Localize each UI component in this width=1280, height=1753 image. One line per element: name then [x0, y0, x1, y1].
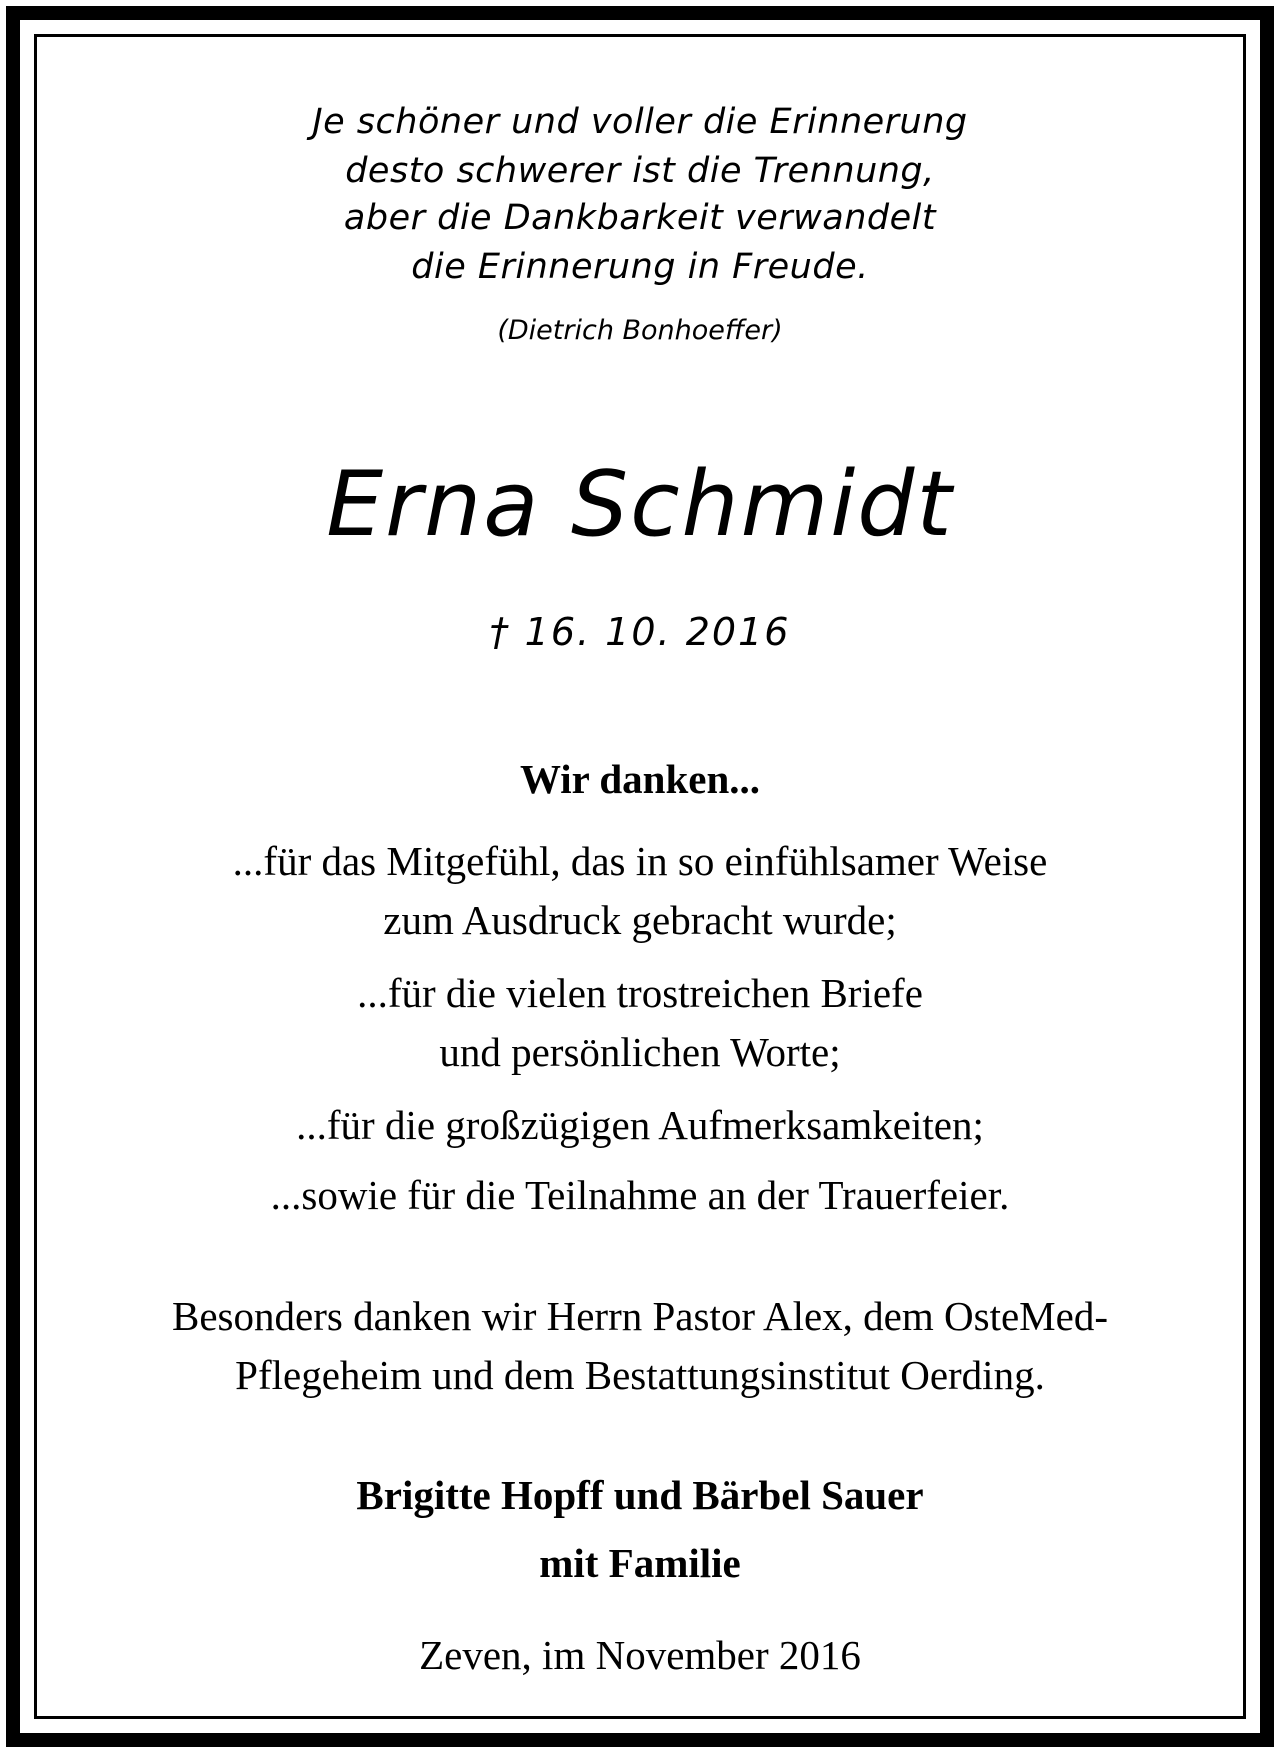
thanks-line-2: zum Ausdruck gebracht wurde;: [383, 897, 897, 943]
quote-line-1: Je schöner und voller die Erinnerung: [312, 102, 968, 142]
family-line-1: Brigitte Hopff und Bärbel Sauer: [356, 1472, 924, 1518]
thanks-line-4: und persönlichen Worte;: [439, 1029, 841, 1075]
outer-border: [6, 6, 1274, 1747]
obituary-notice: [37, 37, 1243, 1716]
quote-line-3: aber die Dankbarkeit verwandelt: [343, 198, 937, 238]
quote-line-4: die Erinnerung in Freude.: [411, 247, 869, 287]
thanks-line-5: ...für die großzügigen Aufmerksamkeiten;: [296, 1102, 984, 1148]
inner-border: [34, 34, 1246, 1719]
thanks-heading: Wir danken...: [519, 756, 760, 802]
quote-line-2: desto schwerer ist die Trennung,: [345, 151, 935, 191]
thanks-line-6: ...sowie für die Teilnahme an der Trauerfeier.: [270, 1172, 1010, 1218]
special-thanks-line-1: Besonders danken wir Herrn Pastor Alex, dem OsteMed-: [172, 1293, 1108, 1339]
special-thanks-line-2: Pflegeheim und dem Bestattungsinstitut Oerding.: [235, 1352, 1045, 1398]
place-and-date: Zeven, im November 2016: [419, 1632, 861, 1678]
thanks-line-1: ...für das Mitgefühl, das in so einfühlsamer Weise: [232, 838, 1048, 884]
quote-author: (Dietrich Bonhoeffer): [497, 315, 783, 346]
deceased-name: Erna Schmidt: [326, 452, 954, 557]
family-line-2: mit Familie: [539, 1540, 741, 1586]
thanks-line-3: ...für die vielen trostreichen Briefe: [357, 970, 923, 1016]
date-of-death: † 16. 10. 2016: [489, 610, 791, 654]
